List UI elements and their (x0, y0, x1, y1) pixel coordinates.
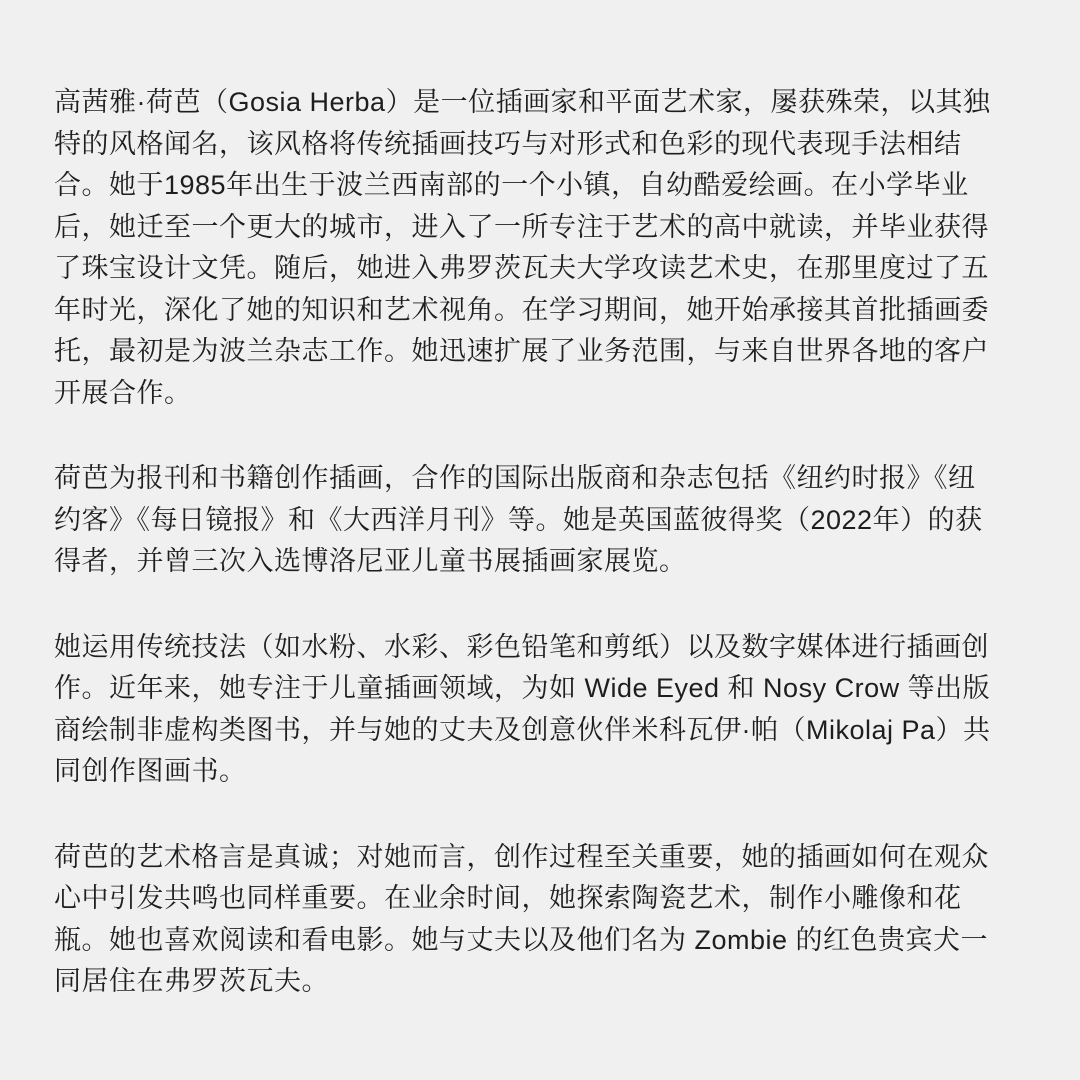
text-line: 她运用传统技法（如水粉、水彩、彩色铅笔和剪纸）以及数字媒体进行插画创 (54, 631, 989, 662)
text-line: 商绘制非虚构类图书，并与她的丈夫及创意伙伴米科瓦伊·帕（Mikolaj Pa）共 (54, 714, 991, 745)
paragraph-techniques (54, 627, 1040, 793)
text-line: 后，她迁至一个更大的城市，进入了一所专注于艺术的高中就读，并毕业获得 (54, 211, 989, 242)
paragraph-publications (54, 458, 1040, 583)
text-line: 高茜雅·荷芭（Gosia Herba）是一位插画家和平面艺术家，屡获殊荣，以其独 (54, 87, 991, 117)
text-line: 瓶。她也喜欢阅读和看电影。她与丈夫以及他们名为 Zombie 的红色贵宾犬一 (54, 924, 989, 955)
text-line: 特的风格闻名，该风格将传统插画技巧与对形式和色彩的现代表现手法相结 (54, 128, 962, 159)
text-line: 约客》《每日镜报》和《大西洋月刊》等。她是英国蓝彼得奖（2022年）的获 (54, 504, 983, 535)
paragraph-personal-life (54, 837, 1040, 1003)
text-line: 同居住在弗罗茨瓦夫。 (54, 966, 329, 996)
text-line: 荷芭为报刊和书籍创作插画，合作的国际出版商和杂志包括《纽约时报》《纽 (54, 463, 976, 493)
text-line: 同创作图画书。 (54, 756, 247, 786)
text-line: 开展合作。 (54, 377, 192, 408)
text-line: 心中引发共鸣也同样重要。在业余时间，她探索陶瓷艺术，制作小雕像和花 (54, 883, 962, 913)
text-line: 得者，并曾三次入选博洛尼亚儿童书展插画家展览。 (54, 546, 687, 576)
text-line: 作。近年来，她专注于儿童插画领域，为如 Wide Eyed 和 Nosy Crow 等出版 (54, 673, 991, 703)
text-line: 了珠宝设计文凭。随后，她进入弗罗茨瓦夫大学攻读艺术史，在那里度过了五 (54, 253, 989, 283)
text-line: 年时光，深化了她的知识和艺术视角。在学习期间，她开始承接其首批插画委 (54, 294, 989, 325)
paragraph-biography (54, 82, 1040, 414)
text-line: 合。她于1985年出生于波兰西南部的一个小镇，自幼酷爱绘画。在小学毕业 (54, 170, 969, 200)
text-line: 荷芭的艺术格言是真诚；对她而言，创作过程至关重要，她的插画如何在观众 (54, 841, 989, 872)
text-line: 托，最初是为波兰杂志工作。她迅速扩展了业务范围，与来自世界各地的客户 (54, 336, 989, 366)
